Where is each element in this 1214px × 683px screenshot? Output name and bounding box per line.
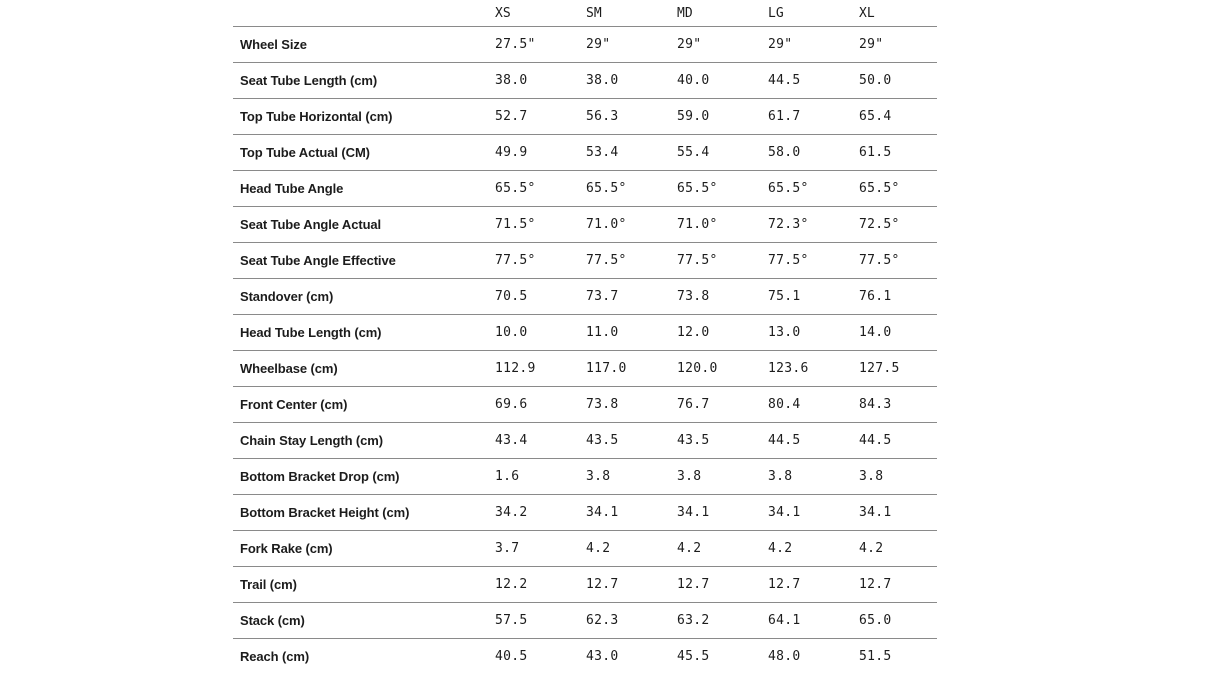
cell-xs: 57.5 — [495, 603, 586, 639]
table-row — [233, 207, 937, 243]
cell-sm: 43.0 — [586, 649, 619, 664]
cell-lg: 44.5 — [768, 63, 859, 99]
table-body — [233, 27, 937, 675]
cell-lg: 3.8 — [768, 459, 859, 495]
cell-md: 65.5° — [677, 171, 768, 207]
cell-xl: 65.4 — [859, 99, 937, 135]
row-label: Fork Rake (cm) — [233, 531, 495, 567]
cell-md: 29" — [677, 27, 768, 63]
table-row — [233, 63, 937, 99]
cell-lg: 77.5° — [768, 243, 859, 279]
cell-md: 59.0 — [677, 99, 768, 135]
cell-md: 73.8 — [677, 279, 768, 315]
row-label: Front Center (cm) — [233, 387, 495, 423]
row-label: Top Tube Actual (CM) — [233, 135, 495, 171]
row-label: Seat Tube Angle Actual — [233, 207, 495, 243]
cell-sm: 56.3 — [586, 99, 677, 135]
cell-xl: 51.5 — [859, 649, 892, 664]
row-label: Bottom Bracket Height (cm) — [233, 495, 495, 531]
cell-xs: 12.2 — [495, 567, 586, 603]
table-row — [233, 495, 937, 531]
geometry-table — [233, 0, 937, 674]
row-label: Head Tube Length (cm) — [233, 315, 495, 351]
column-header-xs: XS — [495, 0, 586, 27]
row-label: Chain Stay Length (cm) — [233, 423, 495, 459]
cell-md: 45.5 — [677, 649, 710, 664]
cell-xs: 34.2 — [495, 495, 586, 531]
cell-xs: 69.6 — [495, 387, 586, 423]
cell-xl: 34.1 — [859, 495, 937, 531]
cell-xs: 40.5 — [495, 649, 528, 664]
cell-sm: 117.0 — [586, 351, 677, 387]
cell-xs: 77.5° — [495, 243, 586, 279]
cell-md: 3.8 — [677, 459, 768, 495]
cell-xs: 49.9 — [495, 135, 586, 171]
cell-xl: 61.5 — [859, 135, 937, 171]
cell-sm: 62.3 — [586, 603, 677, 639]
cell-xl: 29" — [859, 27, 937, 63]
cell-sm: 11.0 — [586, 315, 677, 351]
table-row — [233, 567, 937, 603]
cell-xl: 14.0 — [859, 315, 937, 351]
cell-sm: 73.7 — [586, 279, 677, 315]
cell-lg: 61.7 — [768, 99, 859, 135]
cell-sm: 34.1 — [586, 495, 677, 531]
row-label: Top Tube Horizontal (cm) — [233, 99, 495, 135]
table-row — [233, 279, 937, 315]
table-row — [233, 423, 937, 459]
cell-lg: 65.5° — [768, 171, 859, 207]
cell-md: 71.0° — [677, 207, 768, 243]
cell-sm: 71.0° — [586, 207, 677, 243]
table-row — [233, 99, 937, 135]
column-header-xl: XL — [859, 0, 937, 27]
table-row — [233, 171, 937, 207]
cell-xs: 70.5 — [495, 279, 586, 315]
cell-xl: 44.5 — [859, 423, 937, 459]
header-row — [233, 0, 937, 27]
cell-xs: 10.0 — [495, 315, 586, 351]
table-row — [233, 135, 937, 171]
table-row — [233, 603, 937, 639]
table-row — [233, 531, 937, 567]
cell-sm: 53.4 — [586, 135, 677, 171]
cell-lg: 75.1 — [768, 279, 859, 315]
cell-xl: 65.0 — [859, 603, 937, 639]
cell-md: 55.4 — [677, 135, 768, 171]
cell-md: 4.2 — [677, 531, 768, 567]
cell-xl: 127.5 — [859, 351, 937, 387]
cell-xs: 52.7 — [495, 99, 586, 135]
column-header-sm: SM — [586, 0, 677, 27]
cell-xl: 12.7 — [859, 567, 937, 603]
cell-md: 63.2 — [677, 603, 768, 639]
cell-md: 12.7 — [677, 567, 768, 603]
header-spacer — [233, 0, 495, 27]
cell-lg: 34.1 — [768, 495, 859, 531]
cell-md: 12.0 — [677, 315, 768, 351]
cell-xl: 76.1 — [859, 279, 937, 315]
cell-sm: 43.5 — [586, 423, 677, 459]
cell-md: 77.5° — [677, 243, 768, 279]
cell-xl: 65.5° — [859, 171, 937, 207]
cell-xl: 84.3 — [859, 387, 937, 423]
cell-xs: 43.4 — [495, 423, 586, 459]
row-label: Head Tube Angle — [233, 171, 495, 207]
cell-md: 120.0 — [677, 351, 768, 387]
table-row — [233, 387, 937, 423]
table-row — [233, 459, 937, 495]
cell-lg: 64.1 — [768, 603, 859, 639]
row-label: Standover (cm) — [233, 279, 495, 315]
cell-lg: 58.0 — [768, 135, 859, 171]
row-label: Stack (cm) — [233, 603, 495, 639]
table-row — [233, 351, 937, 387]
column-header-lg: LG — [768, 0, 859, 27]
cell-lg: 48.0 — [768, 649, 801, 664]
row-label: Bottom Bracket Drop (cm) — [233, 459, 495, 495]
cell-sm: 12.7 — [586, 567, 677, 603]
row-label: Seat Tube Length (cm) — [233, 63, 495, 99]
cell-xl: 3.8 — [859, 459, 937, 495]
row-label: Reach (cm) — [240, 649, 310, 664]
cell-sm: 38.0 — [586, 63, 677, 99]
cell-xs: 3.7 — [495, 531, 586, 567]
table-row — [233, 639, 937, 675]
cell-lg: 13.0 — [768, 315, 859, 351]
cell-md: 40.0 — [677, 63, 768, 99]
cell-xl: 4.2 — [859, 531, 937, 567]
column-header-md: MD — [677, 0, 768, 27]
row-label: Wheelbase (cm) — [233, 351, 495, 387]
cell-xl: 77.5° — [859, 243, 937, 279]
table-row — [233, 315, 937, 351]
row-label: Wheel Size — [233, 27, 495, 63]
row-label: Seat Tube Angle Effective — [233, 243, 495, 279]
cell-xs: 27.5" — [495, 27, 586, 63]
cell-sm: 73.8 — [586, 387, 677, 423]
cell-xs: 38.0 — [495, 63, 586, 99]
cell-xl: 72.5° — [859, 207, 937, 243]
cell-lg: 123.6 — [768, 351, 859, 387]
cell-lg: 4.2 — [768, 531, 859, 567]
row-label: Trail (cm) — [233, 567, 495, 603]
cell-xs: 1.6 — [495, 459, 586, 495]
cell-md: 34.1 — [677, 495, 768, 531]
cell-md: 43.5 — [677, 423, 768, 459]
cell-sm: 3.8 — [586, 459, 677, 495]
cell-xs: 71.5° — [495, 207, 586, 243]
cell-sm: 65.5° — [586, 171, 677, 207]
cell-xl: 50.0 — [859, 63, 937, 99]
cell-lg: 29" — [768, 27, 859, 63]
cell-sm: 4.2 — [586, 531, 677, 567]
table-row — [233, 27, 937, 63]
cell-xs: 112.9 — [495, 351, 586, 387]
cell-md: 76.7 — [677, 387, 768, 423]
cell-sm: 77.5° — [586, 243, 677, 279]
cell-lg: 44.5 — [768, 423, 859, 459]
cell-sm: 29" — [586, 27, 677, 63]
cell-lg: 72.3° — [768, 207, 859, 243]
table-row — [233, 243, 937, 279]
cell-xs: 65.5° — [495, 171, 586, 207]
cell-lg: 80.4 — [768, 387, 859, 423]
cell-lg: 12.7 — [768, 567, 859, 603]
